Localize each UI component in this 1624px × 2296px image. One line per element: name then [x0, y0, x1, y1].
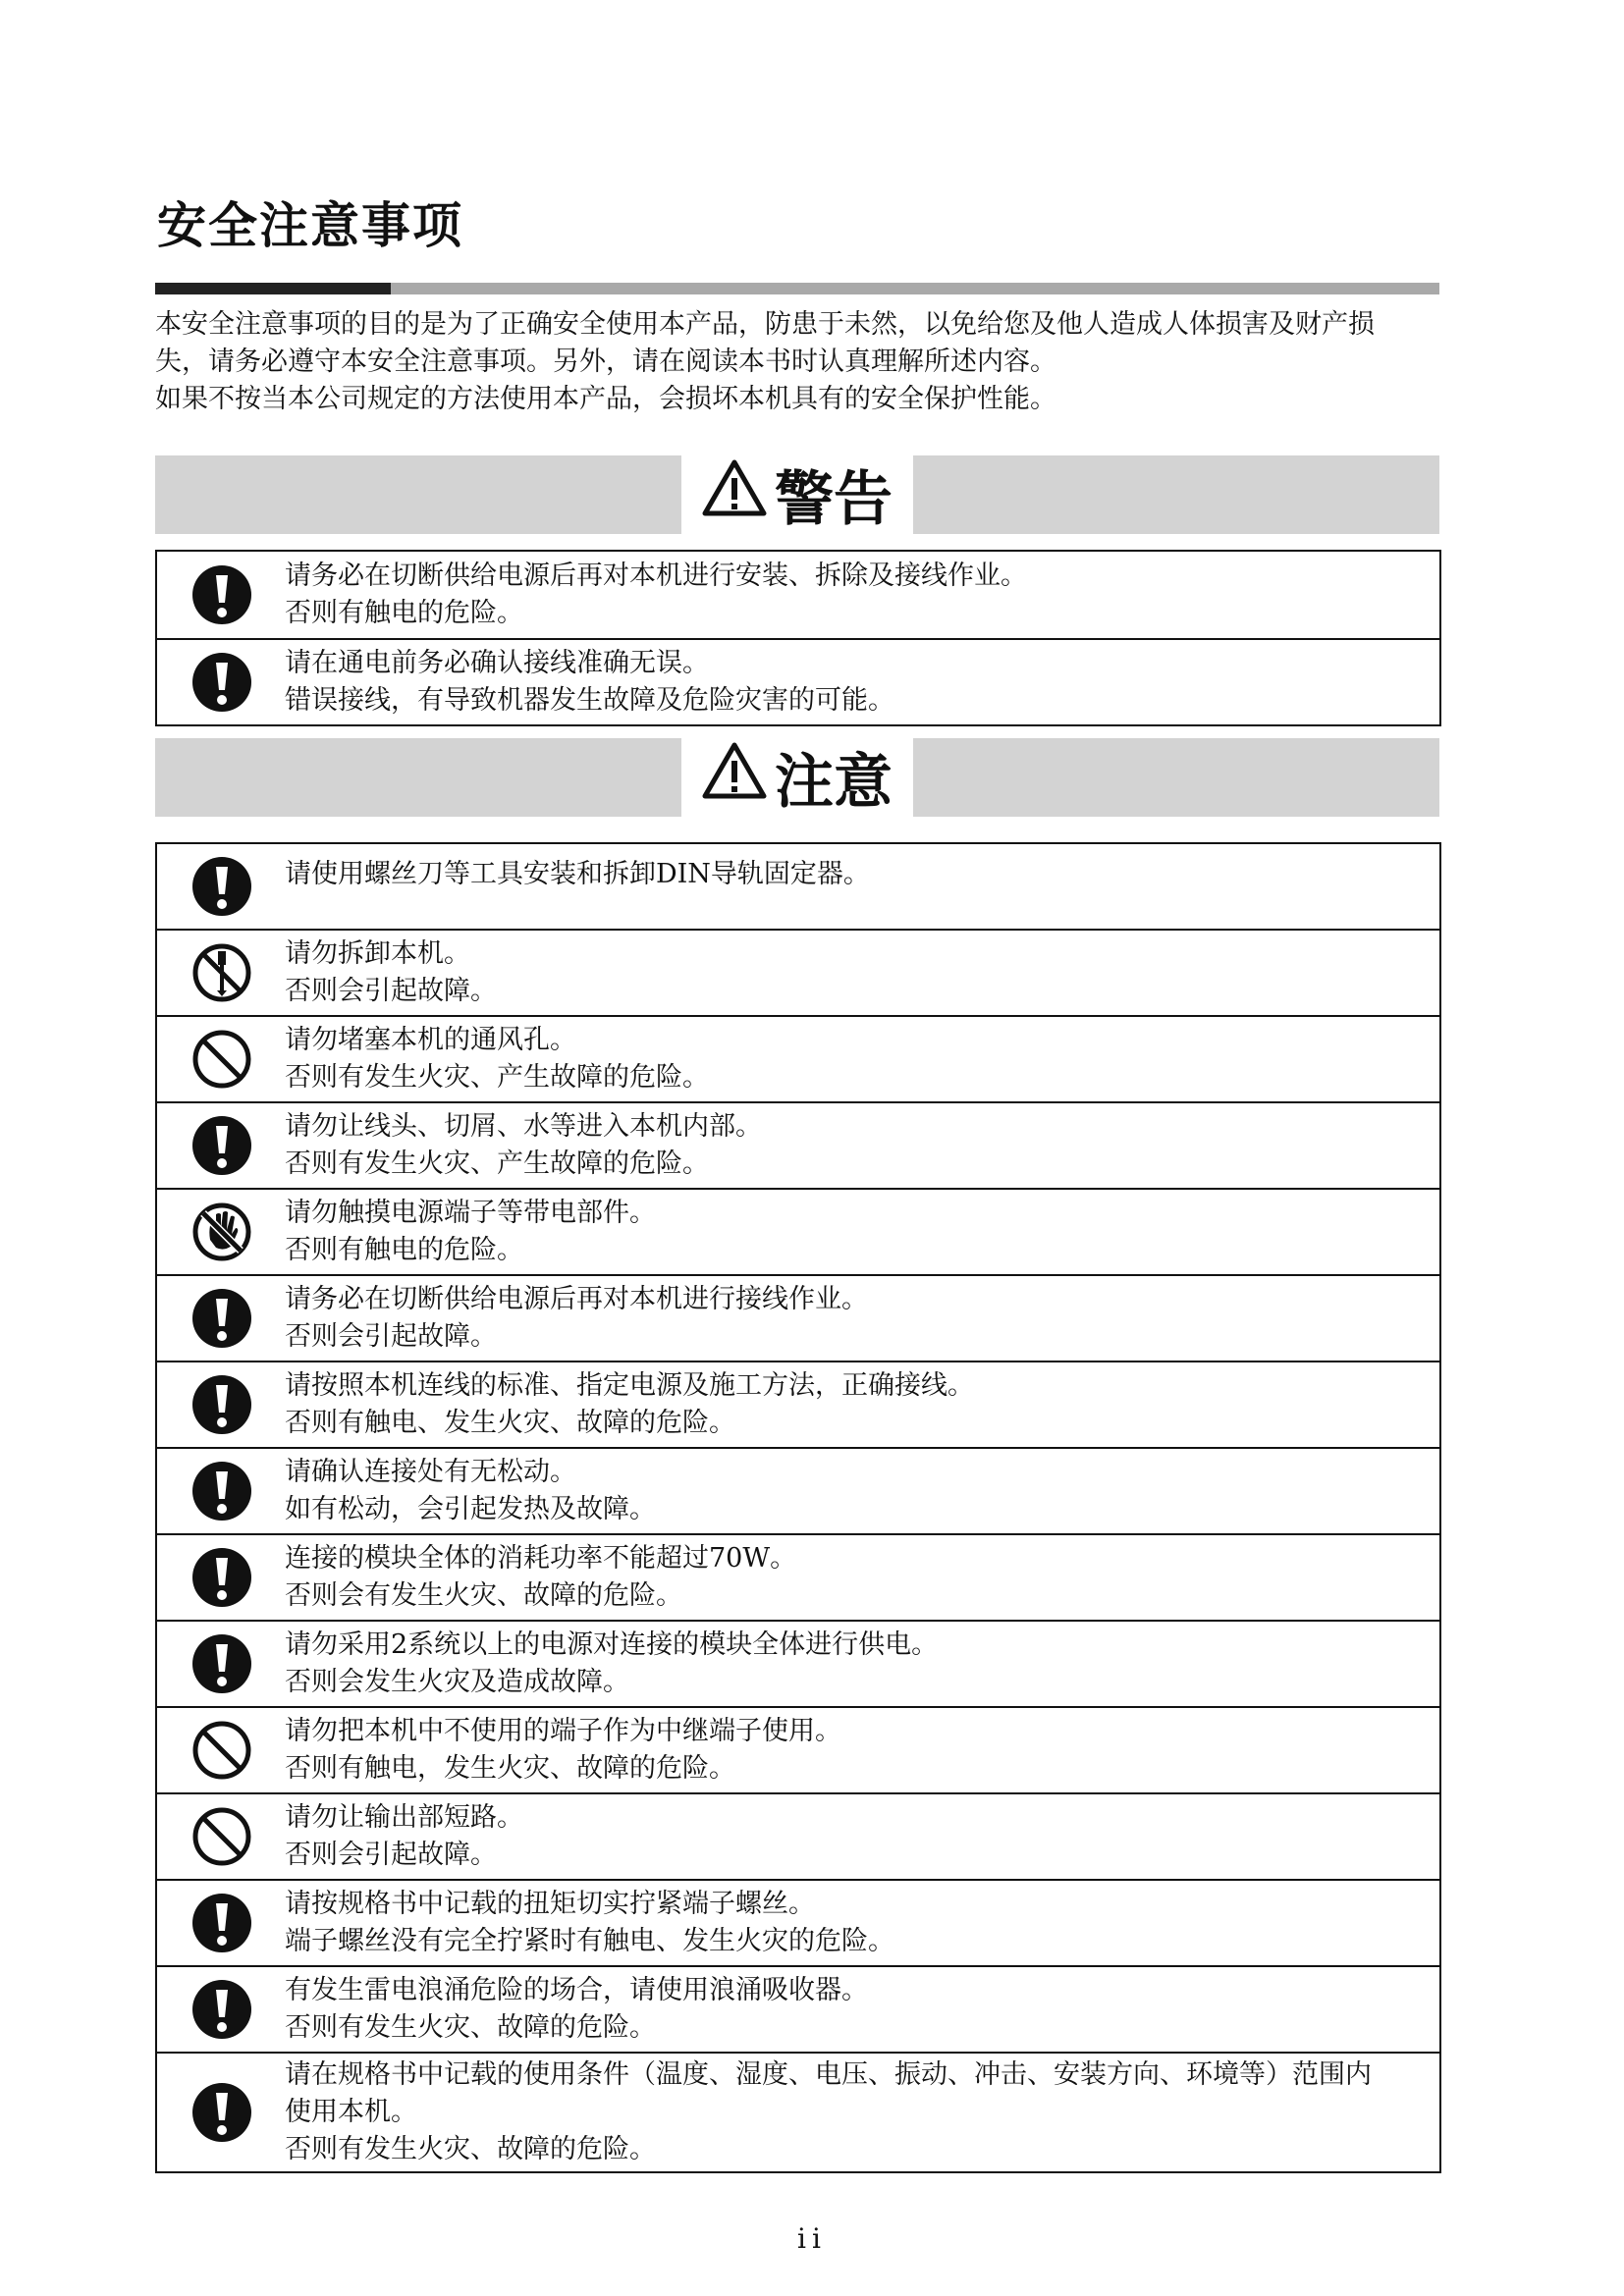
warning-text-line: 请务必在切断供给电源后再对本机进行安装、拆除及接线作业。 — [285, 561, 1027, 591]
warning-row — [157, 552, 1439, 638]
caution-text — [285, 1190, 1426, 1274]
caution-text-line: 请勿拆卸本机。 — [285, 938, 470, 969]
mandatory-exclamation-icon — [190, 1114, 253, 1177]
prohibition-icon — [190, 1805, 253, 1868]
caution-text-line: 连接的模块全体的消耗功率不能超过70W。 — [285, 1543, 797, 1574]
caution-text-line: 请按照本机连线的标准、指定电源及施工方法，正确接线。 — [285, 1370, 974, 1401]
caution-text-line: 请勿触摸电源端子等带电部件。 — [285, 1198, 656, 1228]
mandatory-exclamation-icon — [190, 651, 253, 714]
intro-line: 失，请务必遵守本安全注意事项。另外，请在阅读本书时认真理解所述内容。 — [155, 347, 1056, 377]
caution-row — [157, 929, 1439, 1015]
caution-row — [157, 1533, 1439, 1620]
caution-text — [285, 1967, 1426, 2052]
caution-text-line: 请按规格书中记载的扭矩切实拧紧端子螺丝。 — [285, 1889, 815, 1919]
caution-text-line: 否则有发生火灾、产生故障的危险。 — [285, 1148, 709, 1179]
caution-text — [285, 1362, 1426, 1447]
caution-text-line: 否则会引起故障。 — [285, 976, 497, 1006]
caution-text — [285, 1103, 1426, 1188]
warning-triangle-icon — [702, 458, 775, 532]
caution-text — [285, 1535, 1426, 1620]
mandatory-exclamation-icon — [190, 855, 253, 918]
mandatory-exclamation-icon — [190, 1892, 253, 1954]
mandatory-exclamation-icon — [190, 1546, 253, 1609]
no-disassembly-icon — [190, 941, 253, 1004]
caution-row — [157, 1447, 1439, 1533]
caution-label — [681, 738, 913, 817]
mandatory-exclamation-icon — [190, 2081, 253, 2144]
caution-text-line: 请勿让线头、切屑、水等进入本机内部。 — [285, 1111, 762, 1142]
caution-text-line: 否则有触电的危险。 — [285, 1235, 523, 1265]
warning-box — [155, 550, 1441, 726]
warning-text — [285, 552, 1426, 638]
caution-row — [157, 1274, 1439, 1361]
mandatory-exclamation-icon — [190, 1373, 253, 1436]
warning-label-text: 警告 — [775, 465, 893, 534]
caution-text-line: 请勿把本机中不使用的端子作为中继端子使用。 — [285, 1716, 841, 1746]
caution-text — [285, 1276, 1426, 1361]
prohibition-icon — [190, 1719, 253, 1782]
caution-text — [285, 1794, 1426, 1879]
mandatory-exclamation-icon — [190, 1632, 253, 1695]
caution-row — [157, 2052, 1439, 2171]
caution-row — [157, 1101, 1439, 1188]
caution-text — [285, 1622, 1426, 1706]
caution-row — [157, 1792, 1439, 1879]
title-rule-accent — [155, 283, 391, 294]
caution-text-line: 端子螺丝没有完全拧紧时有触电、发生火灾的危险。 — [285, 1926, 894, 1956]
caution-row — [157, 1965, 1439, 2052]
caution-text-line: 否则会引起故障。 — [285, 1321, 497, 1352]
caution-text-line: 请勿堵塞本机的通风孔。 — [285, 1025, 576, 1055]
caution-text-line: 否则有发生火灾、故障的危险。 — [285, 2012, 656, 2043]
caution-text-line: 否则有发生火灾、故障的危险。 — [285, 2134, 656, 2164]
caution-text-line: 否则有触电，发生火灾、故障的危险。 — [285, 1753, 735, 1784]
caution-text-line: 否则会有发生火灾、故障的危险。 — [285, 1580, 682, 1611]
caution-text-line: 请务必在切断供给电源后再对本机进行接线作业。 — [285, 1284, 868, 1314]
caution-text-line: 请勿让输出部短路。 — [285, 1802, 523, 1833]
caution-row — [157, 1015, 1439, 1101]
caution-text-line: 请确认连接处有无松动。 — [285, 1457, 576, 1487]
no-touch-icon — [190, 1201, 253, 1263]
caution-text-line: 有发生雷电浪涌危险的场合，请使用浪涌吸收器。 — [285, 1975, 868, 2005]
mandatory-exclamation-icon — [190, 563, 253, 626]
warning-row — [157, 638, 1439, 724]
caution-text-line: 如有松动，会引起发热及故障。 — [285, 1494, 656, 1524]
intro-line: 如果不按当本公司规定的方法使用本产品，会损坏本机具有的安全保护性能。 — [155, 384, 1056, 414]
mandatory-exclamation-icon — [190, 1287, 253, 1350]
warning-text-line: 否则有触电的危险。 — [285, 598, 523, 628]
caution-text-line: 使用本机。 — [285, 2097, 417, 2127]
title-rule — [155, 283, 1439, 294]
caution-text — [285, 2054, 1426, 2171]
caution-text — [285, 1449, 1426, 1533]
intro-text — [155, 306, 1451, 418]
caution-text-line: 否则会引起故障。 — [285, 1840, 497, 1870]
caution-text-line: 请勿采用2系统以上的电源对连接的模块全体进行供电。 — [285, 1629, 939, 1660]
caution-text — [285, 1881, 1426, 1965]
mandatory-exclamation-icon — [190, 1978, 253, 2041]
intro-line: 本安全注意事项的目的是为了正确安全使用本产品，防患于未然，以免给您及他人造成人体损害及财产损 — [155, 309, 1375, 340]
caution-label-text: 注意 — [775, 748, 893, 817]
caution-text-line: 请在规格书中记载的使用条件（温度、湿度、电压、振动、冲击、安装方向、环境等）范围内 — [285, 2059, 1372, 2090]
warning-label — [681, 455, 913, 534]
caution-text-line: 否则会发生火灾及造成故障。 — [285, 1667, 629, 1697]
caution-row — [157, 1620, 1439, 1706]
caution-text-line: 否则有发生火灾、产生故障的危险。 — [285, 1062, 709, 1093]
caution-row — [157, 844, 1439, 929]
caution-text — [285, 844, 1426, 929]
caution-row — [157, 1361, 1439, 1447]
caution-text-line: 否则有触电、发生火灾、故障的危险。 — [285, 1408, 735, 1438]
page-number: ii — [797, 2222, 827, 2255]
warning-text-line: 请在通电前务必确认接线准确无误。 — [285, 648, 709, 678]
prohibition-icon — [190, 1028, 253, 1091]
caution-row — [157, 1188, 1439, 1274]
mandatory-exclamation-icon — [190, 1460, 253, 1522]
page-title: 安全注意事项 — [157, 196, 463, 254]
caution-text-line: 请使用螺丝刀等工具安装和拆卸DIN导轨固定器。 — [285, 859, 870, 889]
warning-triangle-icon — [702, 741, 775, 815]
caution-banner — [155, 738, 1439, 817]
caution-box — [155, 842, 1441, 2173]
caution-row — [157, 1879, 1439, 1965]
caution-text — [285, 1017, 1426, 1101]
caution-row — [157, 1706, 1439, 1792]
warning-text-line: 错误接线，有导致机器发生故障及危险灾害的可能。 — [285, 685, 894, 716]
warning-text — [285, 640, 1426, 724]
caution-text — [285, 1708, 1426, 1792]
warning-banner — [155, 455, 1439, 534]
caution-text — [285, 931, 1426, 1015]
